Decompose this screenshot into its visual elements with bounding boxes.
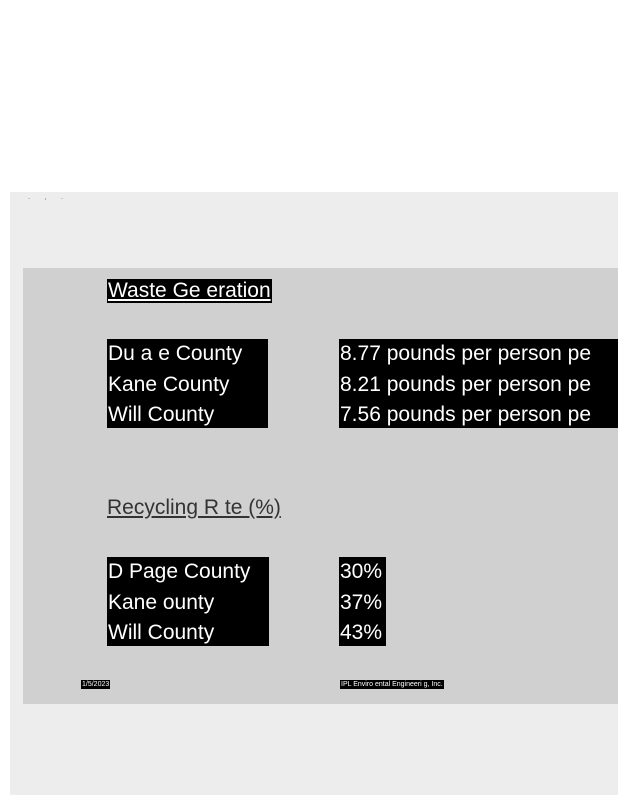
waste-generation-heading: Waste Ge eration (108, 279, 271, 302)
recycling-rate-heading: Recycling R te (%) (107, 496, 281, 519)
recycling-county-kane: Kane ounty (108, 590, 215, 614)
recycling-value-will: 43% (340, 621, 383, 644)
waste-county-will: Will County (108, 403, 215, 426)
waste-value-will: 7.56 pounds per person pe (340, 403, 592, 426)
waste-county-kane: Kane County (108, 372, 230, 396)
waste-value-kane: 8.21 pounds per person pe (340, 372, 592, 396)
footer-date: 1/5/2023 (82, 681, 110, 688)
scan-marks: . , . (28, 193, 70, 201)
recycling-value-kane: 37% (340, 590, 383, 614)
waste-value-dupage: 8.77 pounds per person pe (340, 342, 592, 365)
waste-value-block (339, 339, 618, 428)
recycling-county-will: Will County (108, 621, 215, 644)
recycling-county-dupage: D Page County (108, 560, 251, 583)
footer-company: IPL Enviro ental Engineeri g, Inc. (341, 681, 443, 688)
waste-county-dupage: Du a e County (108, 342, 243, 365)
recycling-value-dupage: 30% (340, 560, 383, 583)
recycling-value-block (339, 557, 386, 646)
recycling-county-block (107, 557, 269, 646)
waste-county-block (107, 339, 268, 428)
